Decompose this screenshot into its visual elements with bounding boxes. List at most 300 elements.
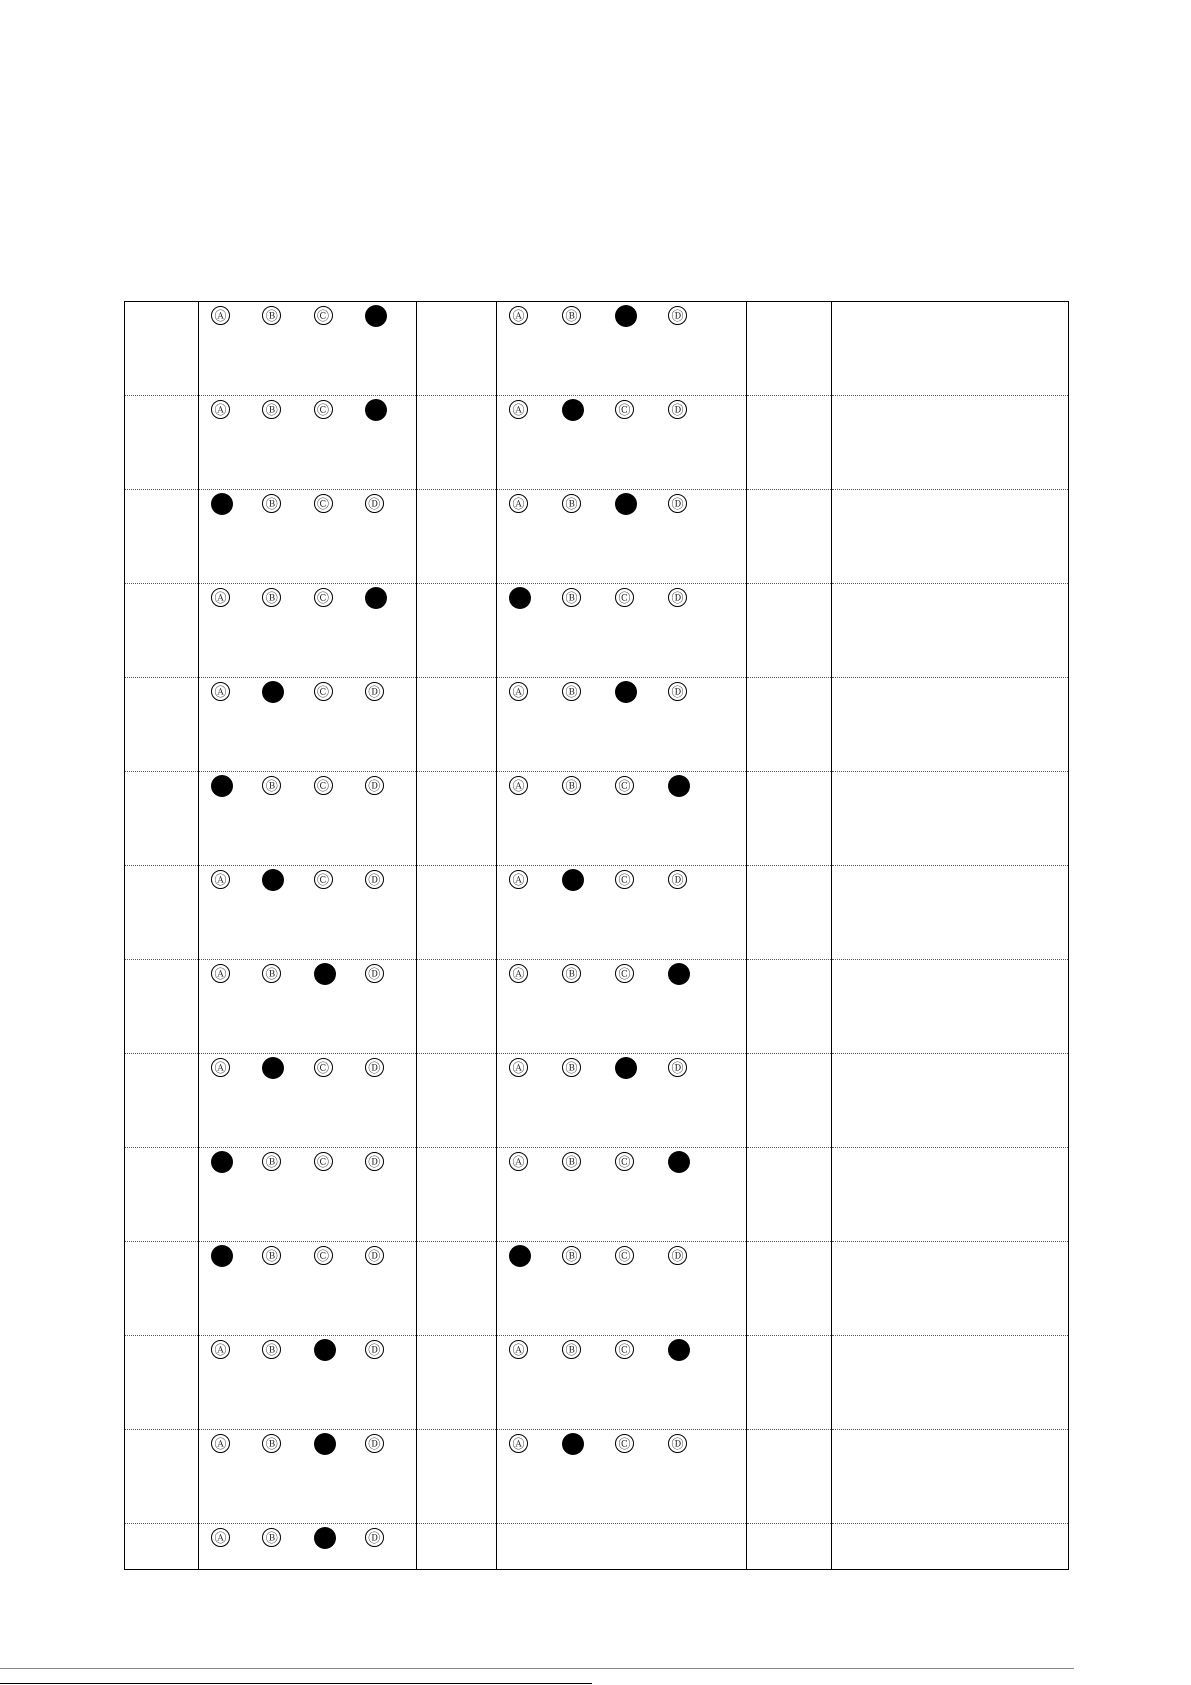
option-bubble-b[interactable] — [262, 588, 313, 609]
right-answer-options — [497, 960, 746, 985]
left-answer-options — [199, 1524, 416, 1549]
blank-cell — [747, 1430, 832, 1524]
right-answer-options — [497, 772, 746, 797]
blank-cell — [832, 1336, 1069, 1430]
option-bubble-a[interactable] — [509, 1246, 562, 1267]
option-bubble-d[interactable] — [668, 400, 721, 421]
left-answer-options — [199, 1148, 416, 1173]
option-bubble-a[interactable] — [509, 588, 562, 609]
blank-cell — [747, 772, 832, 866]
empty-bubble-icon: Ⓓ — [668, 870, 687, 889]
option-bubble-d[interactable] — [365, 776, 416, 797]
left-answer-cell — [199, 866, 417, 960]
option-bubble-d[interactable] — [668, 964, 721, 985]
option-bubble-d[interactable] — [365, 870, 416, 891]
empty-bubble-icon: Ⓑ — [562, 588, 581, 607]
option-bubble-c[interactable] — [615, 1434, 668, 1455]
blank-cell — [747, 584, 832, 678]
option-bubble-a[interactable] — [211, 1152, 262, 1173]
option-bubble-a[interactable] — [509, 682, 562, 703]
option-bubble-b[interactable] — [562, 400, 615, 421]
option-bubble-b[interactable] — [562, 1434, 615, 1455]
filled-bubble-icon — [262, 1057, 284, 1079]
filled-bubble-icon — [262, 681, 284, 703]
left-answer-cell — [199, 1148, 417, 1242]
table-row — [125, 1242, 1069, 1336]
option-bubble-d[interactable] — [365, 400, 416, 421]
option-bubble-a[interactable] — [211, 1246, 262, 1267]
footnote-rule — [0, 1683, 592, 1684]
empty-bubble-icon: Ⓒ — [615, 400, 634, 419]
empty-bubble-icon: Ⓐ — [211, 1058, 230, 1077]
empty-bubble-icon: Ⓒ — [314, 306, 333, 325]
table-row — [125, 678, 1069, 772]
option-bubble-d[interactable] — [365, 1340, 416, 1361]
right-answer-cell — [497, 490, 747, 584]
option-bubble-c[interactable] — [314, 964, 365, 985]
option-bubble-b[interactable] — [562, 588, 615, 609]
blank-cell — [125, 302, 199, 396]
empty-bubble-icon: Ⓒ — [615, 1246, 634, 1265]
filled-bubble-icon — [509, 1245, 531, 1267]
filled-bubble-icon — [615, 305, 637, 327]
option-bubble-a[interactable] — [211, 1528, 262, 1549]
option-bubble-c[interactable] — [615, 1340, 668, 1361]
blank-cell — [832, 866, 1069, 960]
option-bubble-b[interactable] — [562, 870, 615, 891]
blank-cell — [417, 1148, 497, 1242]
option-bubble-a[interactable] — [509, 1058, 562, 1079]
left-answer-cell — [199, 584, 417, 678]
empty-bubble-icon: Ⓒ — [615, 870, 634, 889]
option-bubble-c[interactable] — [615, 588, 668, 609]
empty-bubble-icon: Ⓓ — [365, 870, 384, 889]
blank-cell — [747, 1242, 832, 1336]
option-bubble-c[interactable] — [314, 306, 365, 327]
empty-bubble-icon: Ⓐ — [211, 1340, 230, 1359]
option-bubble-d[interactable] — [668, 494, 721, 515]
blank-cell — [747, 1148, 832, 1242]
right-answer-options — [497, 1054, 746, 1079]
empty-bubble-icon: Ⓐ — [211, 870, 230, 889]
filled-bubble-icon — [562, 1433, 584, 1455]
right-answer-cell — [497, 866, 747, 960]
empty-bubble-icon: Ⓐ — [509, 494, 528, 513]
option-bubble-c[interactable] — [615, 1152, 668, 1173]
option-bubble-a[interactable] — [211, 964, 262, 985]
blank-cell — [417, 396, 497, 490]
blank-cell — [417, 302, 497, 396]
option-bubble-c[interactable] — [615, 494, 668, 515]
option-bubble-d[interactable] — [668, 870, 721, 891]
option-bubble-d[interactable] — [668, 776, 721, 797]
option-bubble-b[interactable] — [262, 1246, 313, 1267]
option-bubble-a[interactable] — [211, 1340, 262, 1361]
right-answer-cell — [497, 302, 747, 396]
blank-cell — [417, 490, 497, 584]
option-bubble-b[interactable] — [562, 494, 615, 515]
empty-bubble-icon: Ⓓ — [668, 588, 687, 607]
left-answer-options — [199, 1336, 416, 1361]
option-bubble-c[interactable] — [314, 400, 365, 421]
blank-cell — [125, 396, 199, 490]
table-row — [125, 396, 1069, 490]
empty-bubble-icon: Ⓑ — [262, 1340, 281, 1359]
right-answer-cell — [497, 1336, 747, 1430]
empty-bubble-icon: Ⓑ — [262, 494, 281, 513]
empty-bubble-icon: Ⓐ — [211, 682, 230, 701]
empty-bubble-icon: Ⓑ — [562, 1058, 581, 1077]
empty-bubble-icon: Ⓐ — [211, 306, 230, 325]
table-row — [125, 772, 1069, 866]
blank-cell — [832, 960, 1069, 1054]
filled-bubble-icon — [211, 775, 233, 797]
option-bubble-d[interactable] — [668, 588, 721, 609]
left-answer-options — [199, 1054, 416, 1079]
option-bubble-c[interactable] — [615, 400, 668, 421]
filled-bubble-icon — [668, 775, 690, 797]
empty-bubble-icon: Ⓐ — [509, 306, 528, 325]
filled-bubble-icon — [314, 1527, 336, 1549]
blank-cell — [747, 302, 832, 396]
empty-bubble-icon: Ⓑ — [562, 306, 581, 325]
right-answer-cell — [497, 1054, 747, 1148]
option-bubble-c[interactable] — [314, 1528, 365, 1549]
option-bubble-b[interactable] — [262, 306, 313, 327]
blank-cell — [125, 866, 199, 960]
option-bubble-a[interactable] — [211, 1434, 262, 1455]
filled-bubble-icon — [668, 963, 690, 985]
option-bubble-b[interactable] — [562, 1152, 615, 1173]
empty-bubble-icon: Ⓑ — [262, 1152, 281, 1171]
empty-bubble-icon: Ⓑ — [562, 776, 581, 795]
empty-bubble-icon: Ⓑ — [562, 1152, 581, 1171]
filled-bubble-icon — [262, 869, 284, 891]
option-bubble-d[interactable] — [668, 682, 721, 703]
blank-cell — [417, 1524, 497, 1570]
option-bubble-a[interactable] — [509, 1340, 562, 1361]
option-bubble-b[interactable] — [262, 400, 313, 421]
empty-bubble-icon: Ⓑ — [562, 1340, 581, 1359]
option-bubble-c[interactable] — [615, 776, 668, 797]
empty-bubble-icon: Ⓒ — [615, 588, 634, 607]
filled-bubble-icon — [211, 493, 233, 515]
table-row — [125, 1430, 1069, 1524]
blank-cell — [832, 302, 1069, 396]
blank-cell — [747, 490, 832, 584]
empty-bubble-icon: Ⓓ — [365, 776, 384, 795]
blank-cell — [497, 1524, 747, 1570]
right-answer-cell — [497, 396, 747, 490]
option-bubble-c[interactable] — [314, 1340, 365, 1361]
option-bubble-a[interactable] — [509, 964, 562, 985]
empty-bubble-icon: Ⓒ — [314, 682, 333, 701]
blank-cell — [125, 772, 199, 866]
empty-bubble-icon: Ⓒ — [314, 400, 333, 419]
blank-cell — [832, 1430, 1069, 1524]
left-answer-options — [199, 490, 416, 515]
left-answer-options — [199, 1242, 416, 1267]
option-bubble-a[interactable] — [211, 870, 262, 891]
option-bubble-a[interactable] — [509, 494, 562, 515]
option-bubble-d[interactable] — [668, 1340, 721, 1361]
option-bubble-b[interactable] — [262, 1152, 313, 1173]
option-bubble-c[interactable] — [615, 1058, 668, 1079]
blank-cell — [417, 584, 497, 678]
option-bubble-d[interactable] — [365, 1246, 416, 1267]
left-answer-options — [199, 396, 416, 421]
right-answer-cell — [497, 678, 747, 772]
filled-bubble-icon — [314, 963, 336, 985]
empty-bubble-icon: Ⓑ — [262, 964, 281, 983]
option-bubble-b[interactable] — [262, 1528, 313, 1549]
blank-cell — [417, 1054, 497, 1148]
option-bubble-c[interactable] — [314, 776, 365, 797]
blank-cell — [417, 1242, 497, 1336]
filled-bubble-icon — [668, 1339, 690, 1361]
answer-sheet-table — [124, 301, 1069, 1570]
blank-cell — [747, 866, 832, 960]
option-bubble-c[interactable] — [615, 1246, 668, 1267]
filled-bubble-icon — [365, 587, 387, 609]
empty-bubble-icon: Ⓐ — [509, 964, 528, 983]
left-answer-cell — [199, 960, 417, 1054]
empty-bubble-icon: Ⓒ — [314, 870, 333, 889]
option-bubble-c[interactable] — [314, 494, 365, 515]
empty-bubble-icon: Ⓒ — [314, 1246, 333, 1265]
blank-cell — [417, 866, 497, 960]
left-answer-options — [199, 772, 416, 797]
empty-bubble-icon: Ⓓ — [365, 1340, 384, 1359]
option-bubble-d[interactable] — [668, 1434, 721, 1455]
empty-bubble-icon: Ⓑ — [562, 682, 581, 701]
right-answer-cell — [497, 960, 747, 1054]
option-bubble-b[interactable] — [562, 964, 615, 985]
empty-bubble-icon: Ⓓ — [365, 494, 384, 513]
option-bubble-c[interactable] — [615, 870, 668, 891]
blank-cell — [417, 960, 497, 1054]
right-answer-options — [497, 302, 746, 327]
option-bubble-a[interactable] — [211, 306, 262, 327]
option-bubble-c[interactable] — [314, 588, 365, 609]
option-bubble-c[interactable] — [314, 870, 365, 891]
empty-bubble-icon: Ⓓ — [668, 400, 687, 419]
blank-cell — [125, 1524, 199, 1570]
option-bubble-b[interactable] — [262, 682, 313, 703]
option-bubble-a[interactable] — [211, 776, 262, 797]
option-bubble-b[interactable] — [262, 964, 313, 985]
empty-bubble-icon: Ⓐ — [509, 776, 528, 795]
blank-cell — [417, 1336, 497, 1430]
option-bubble-b[interactable] — [562, 1340, 615, 1361]
left-answer-cell — [199, 678, 417, 772]
left-answer-cell — [199, 490, 417, 584]
option-bubble-a[interactable] — [211, 1058, 262, 1079]
left-answer-cell — [199, 772, 417, 866]
blank-cell — [125, 490, 199, 584]
left-answer-options — [199, 302, 416, 327]
empty-bubble-icon: Ⓑ — [562, 1246, 581, 1265]
blank-cell — [832, 1054, 1069, 1148]
blank-cell — [417, 678, 497, 772]
option-bubble-c[interactable] — [314, 1434, 365, 1455]
option-bubble-c[interactable] — [615, 306, 668, 327]
left-answer-options — [199, 960, 416, 985]
option-bubble-d[interactable] — [365, 964, 416, 985]
footer-rule — [0, 1668, 1074, 1669]
empty-bubble-icon: Ⓑ — [262, 588, 281, 607]
filled-bubble-icon — [562, 869, 584, 891]
right-answer-options — [497, 490, 746, 515]
option-bubble-b[interactable] — [262, 776, 313, 797]
right-answer-options — [497, 396, 746, 421]
empty-bubble-icon: Ⓒ — [314, 776, 333, 795]
option-bubble-d[interactable] — [365, 1528, 416, 1549]
empty-bubble-icon: Ⓓ — [668, 1434, 687, 1453]
right-answer-options — [497, 866, 746, 891]
left-answer-cell — [199, 302, 417, 396]
option-bubble-c[interactable] — [615, 682, 668, 703]
empty-bubble-icon: Ⓓ — [365, 1246, 384, 1265]
empty-bubble-icon: Ⓑ — [262, 1528, 281, 1547]
blank-cell — [832, 678, 1069, 772]
blank-cell — [832, 584, 1069, 678]
blank-cell — [832, 490, 1069, 584]
empty-bubble-icon: Ⓐ — [211, 400, 230, 419]
option-bubble-d[interactable] — [365, 1058, 416, 1079]
option-bubble-a[interactable] — [211, 494, 262, 515]
option-bubble-b[interactable] — [262, 870, 313, 891]
empty-bubble-icon: Ⓓ — [365, 1058, 384, 1077]
right-answer-cell — [497, 1242, 747, 1336]
option-bubble-b[interactable] — [262, 494, 313, 515]
empty-bubble-icon: Ⓓ — [365, 1434, 384, 1453]
option-bubble-a[interactable] — [509, 776, 562, 797]
blank-cell — [125, 678, 199, 772]
option-bubble-b[interactable] — [562, 682, 615, 703]
filled-bubble-icon — [365, 399, 387, 421]
empty-bubble-icon: Ⓒ — [314, 588, 333, 607]
filled-bubble-icon — [615, 1057, 637, 1079]
option-bubble-a[interactable] — [211, 682, 262, 703]
option-bubble-c[interactable] — [314, 682, 365, 703]
filled-bubble-icon — [562, 399, 584, 421]
empty-bubble-icon: Ⓐ — [509, 682, 528, 701]
option-bubble-c[interactable] — [615, 964, 668, 985]
filled-bubble-icon — [211, 1245, 233, 1267]
empty-bubble-icon: Ⓒ — [615, 964, 634, 983]
option-bubble-b[interactable] — [562, 776, 615, 797]
table-row — [125, 1148, 1069, 1242]
option-bubble-a[interactable] — [509, 1152, 562, 1173]
option-bubble-b[interactable] — [562, 1058, 615, 1079]
blank-cell — [832, 772, 1069, 866]
table-row — [125, 302, 1069, 396]
left-answer-options — [199, 1430, 416, 1455]
option-bubble-d[interactable] — [668, 306, 721, 327]
empty-bubble-icon: Ⓓ — [668, 682, 687, 701]
option-bubble-b[interactable] — [262, 1058, 313, 1079]
option-bubble-a[interactable] — [509, 306, 562, 327]
empty-bubble-icon: Ⓐ — [509, 400, 528, 419]
blank-cell — [832, 1242, 1069, 1336]
empty-bubble-icon: Ⓓ — [668, 494, 687, 513]
option-bubble-d[interactable] — [668, 1152, 721, 1173]
option-bubble-c[interactable] — [314, 1058, 365, 1079]
empty-bubble-icon: Ⓓ — [668, 306, 687, 325]
blank-cell — [125, 1242, 199, 1336]
empty-bubble-icon: Ⓑ — [562, 494, 581, 513]
empty-bubble-icon: Ⓒ — [615, 776, 634, 795]
option-bubble-c[interactable] — [314, 1246, 365, 1267]
option-bubble-d[interactable] — [365, 682, 416, 703]
left-answer-options — [199, 584, 416, 609]
option-bubble-a[interactable] — [509, 870, 562, 891]
blank-cell — [125, 584, 199, 678]
option-bubble-d[interactable] — [365, 588, 416, 609]
option-bubble-b[interactable] — [262, 1434, 313, 1455]
filled-bubble-icon — [365, 305, 387, 327]
blank-cell — [832, 1148, 1069, 1242]
option-bubble-b[interactable] — [262, 1340, 313, 1361]
blank-cell — [747, 1336, 832, 1430]
option-bubble-a[interactable] — [509, 400, 562, 421]
empty-bubble-icon: Ⓑ — [262, 1246, 281, 1265]
empty-bubble-icon: Ⓒ — [314, 1058, 333, 1077]
option-bubble-d[interactable] — [365, 494, 416, 515]
option-bubble-c[interactable] — [314, 1152, 365, 1173]
blank-cell — [417, 772, 497, 866]
right-answer-options — [497, 1148, 746, 1173]
table-row — [125, 1054, 1069, 1148]
right-answer-options — [497, 678, 746, 703]
option-bubble-a[interactable] — [211, 400, 262, 421]
option-bubble-a[interactable] — [509, 1434, 562, 1455]
empty-bubble-icon: Ⓑ — [262, 776, 281, 795]
option-bubble-d[interactable] — [668, 1058, 721, 1079]
empty-bubble-icon: Ⓑ — [262, 306, 281, 325]
right-answer-options — [497, 584, 746, 609]
empty-bubble-icon: Ⓒ — [615, 1434, 634, 1453]
empty-bubble-icon: Ⓐ — [211, 964, 230, 983]
empty-bubble-icon: Ⓐ — [509, 1058, 528, 1077]
filled-bubble-icon — [668, 1151, 690, 1173]
right-answer-cell — [497, 1430, 747, 1524]
blank-cell — [747, 678, 832, 772]
option-bubble-b[interactable] — [562, 1246, 615, 1267]
option-bubble-d[interactable] — [365, 306, 416, 327]
blank-cell — [125, 1054, 199, 1148]
empty-bubble-icon: Ⓒ — [615, 1152, 634, 1171]
table-row — [125, 490, 1069, 584]
left-answer-cell — [199, 1336, 417, 1430]
table-row — [125, 1336, 1069, 1430]
table-row — [125, 584, 1069, 678]
empty-bubble-icon: Ⓐ — [211, 1528, 230, 1547]
option-bubble-a[interactable] — [211, 588, 262, 609]
filled-bubble-icon — [314, 1433, 336, 1455]
right-answer-cell — [497, 1148, 747, 1242]
blank-cell — [747, 1524, 832, 1570]
option-bubble-d[interactable] — [668, 1246, 721, 1267]
empty-bubble-icon: Ⓐ — [509, 1340, 528, 1359]
blank-cell — [747, 960, 832, 1054]
option-bubble-d[interactable] — [365, 1434, 416, 1455]
option-bubble-b[interactable] — [562, 306, 615, 327]
option-bubble-d[interactable] — [365, 1152, 416, 1173]
filled-bubble-icon — [211, 1151, 233, 1173]
right-answer-cell — [497, 772, 747, 866]
